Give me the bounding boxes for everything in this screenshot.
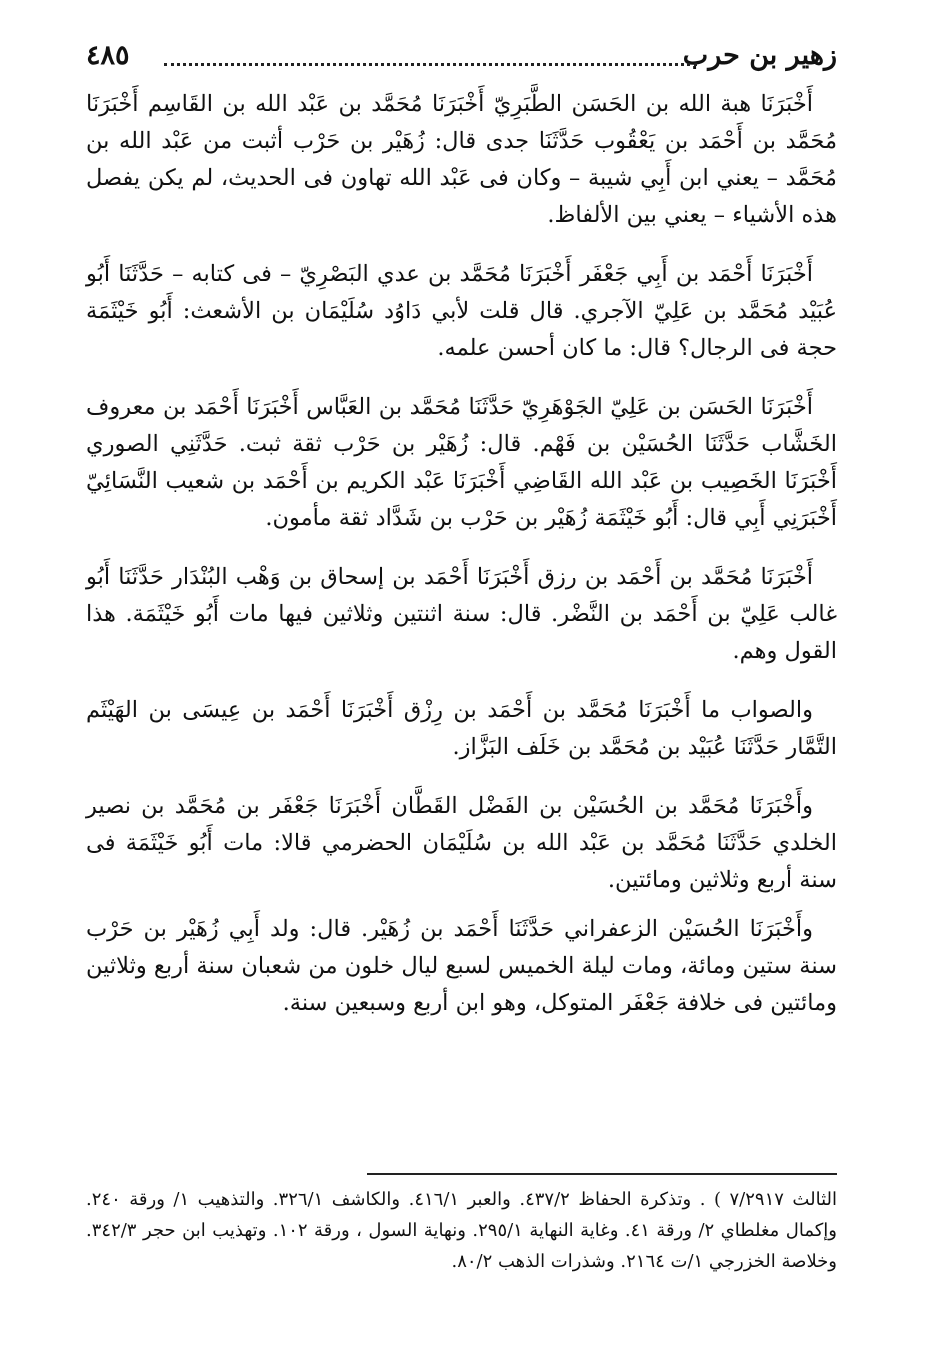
paragraph-3: أَخْبَرَنَا الحَسَن بن عَلِيّ الجَوْهَرِيّ حَدَّثَنَا مُحَمَّد بن العَبَّاس أَخْبَرَنَا أَحْمَد بن معروف الخَشَّاب حَدَّثَنَا الحُسَيْن بن فَهْم. قال: زُهَيْر بن حَرْب ثقة ثبت. حَدَّثَنِي الصوري أَخْبَرَنَا الخَصِيب بن عَبْد الله القَاضِي أَخْبَرَنَا عَبْد الكريم بن أَحْمَد بن شعيب النَّسَائِيّ أَخْبَرَنِي أَبِي قال: أَبُو خَيْثَمَة زُهَيْر بن حَرْب بن شَدَّاد ثقة مأمون. <box>86 394 837 531</box>
running-title: زهير بن حرب <box>682 40 837 71</box>
paragraph-5: والصواب ما أَخْبَرَنَا مُحَمَّد بن أَحْمَد بن رِزْق أَخْبَرَنَا أَحْمَد بن عِيسَى بن الهَيْثَم التَّمَّار حَدَّثَنَا عُبَيْد بن مُحَمَّد بن خَلَف البَزَّاز. <box>86 697 837 760</box>
main-text <box>86 86 837 1034</box>
paragraph-7: وأَخْبَرَنَا الحُسَيْن الزعفراني حَدَّثَنَا أَحْمَد بن زُهَيْر. قال: ولد أَبِي زُهَيْر بن حَرْب سنة ستين ومائة، ومات ليلة الخميس لسبع ليال خلون من شعبان سنة أربع وثلاثين ومائتين فى خلافة جَعْفَر المتوكل، وهو ابن أربع وسبعين سنة. <box>86 916 837 1016</box>
paragraph-1: أَخْبَرَنَا هبة الله بن الحَسَن الطَّبَرِيّ أَخْبَرَنَا مُحَمَّد بن عَبْد الله بن القَاسِم أَخْبَرَنَا مُحَمَّد بن أَحْمَد بن يَعْقُوب حَدَّثَنَا جدى قال: زُهَيْر بن حَرْب أثبت من عَبْد الله بن مُحَمَّد – يعني ابن أَبِي شيبة – وكان فى عَبْد الله تهاون فى الحديث، لم يكن يفصل هذه الأشياء – يعني بين الألفاظ. <box>86 91 837 228</box>
footnote: الثالث ٧/٢٩١٧ ) . وتذكرة الحفاظ ٤٣٧/٢. والعبر ٤١٦/١. والكاشف ٣٢٦/١. والتذهيب ١/ ورقة ٢٤٠. وإكمال مغلطاي ٢/ ورقة ٤١. وغاية النهاية ٢٩٥/١. ونهاية السول ، ورقة ١٠٢. وتهذيب ابن حجر ٣٤٢/٣. وخلاصة الخزرجي ١/ت ٢١٦٤. وشذرات الذهب ٨٠/٢. <box>86 1189 837 1272</box>
page-header <box>86 36 837 81</box>
page-number: ٤٨٥ <box>86 40 130 71</box>
footnote-separator <box>367 1173 837 1175</box>
paragraph-4: أَخْبَرَنَا مُحَمَّد بن أَحْمَد بن رزق أَخْبَرَنَا أَحْمَد بن إسحاق بن وَهْب البُنْدَار حَدَّثَنَا أَبُو غالب عَلِيّ بن أَحْمَد بن النَّضْر. قال: سنة اثنتين وثلاثين فيها مات أَبُو خَيْثَمَة. هذا القول وهم. <box>86 564 837 664</box>
paragraph-2: أَخْبَرَنَا أَحْمَد بن أَبِي جَعْفَر أَخْبَرَنَا مُحَمَّد بن عدي البَصْرِيّ – فى كتابه – حَدَّثَنَا أَبُو عُبَيْد مُحَمَّد بن عَلِيّ الآجري. قال قلت لأبي دَاوُد سُلَيْمَان بن الأشعث: أَبُو خَيْثَمَة حجة فى الرجال؟ قال: ما كان أحسن علمه. <box>86 261 837 361</box>
header-dot-leader <box>164 63 697 66</box>
paragraph-6: وأَخْبَرَنَا مُحَمَّد بن الحُسَيْن بن الفَضْل القَطَّان أَخْبَرَنَا جَعْفَر بن مُحَمَّد بن نصير الخلدي حَدَّثَنَا مُحَمَّد بن عَبْد الله بن سُلَيْمَان الحضرمي قالا: مات أَبُو خَيْثَمَة فى سنة أربع وثلاثين ومائتين. <box>86 793 837 893</box>
